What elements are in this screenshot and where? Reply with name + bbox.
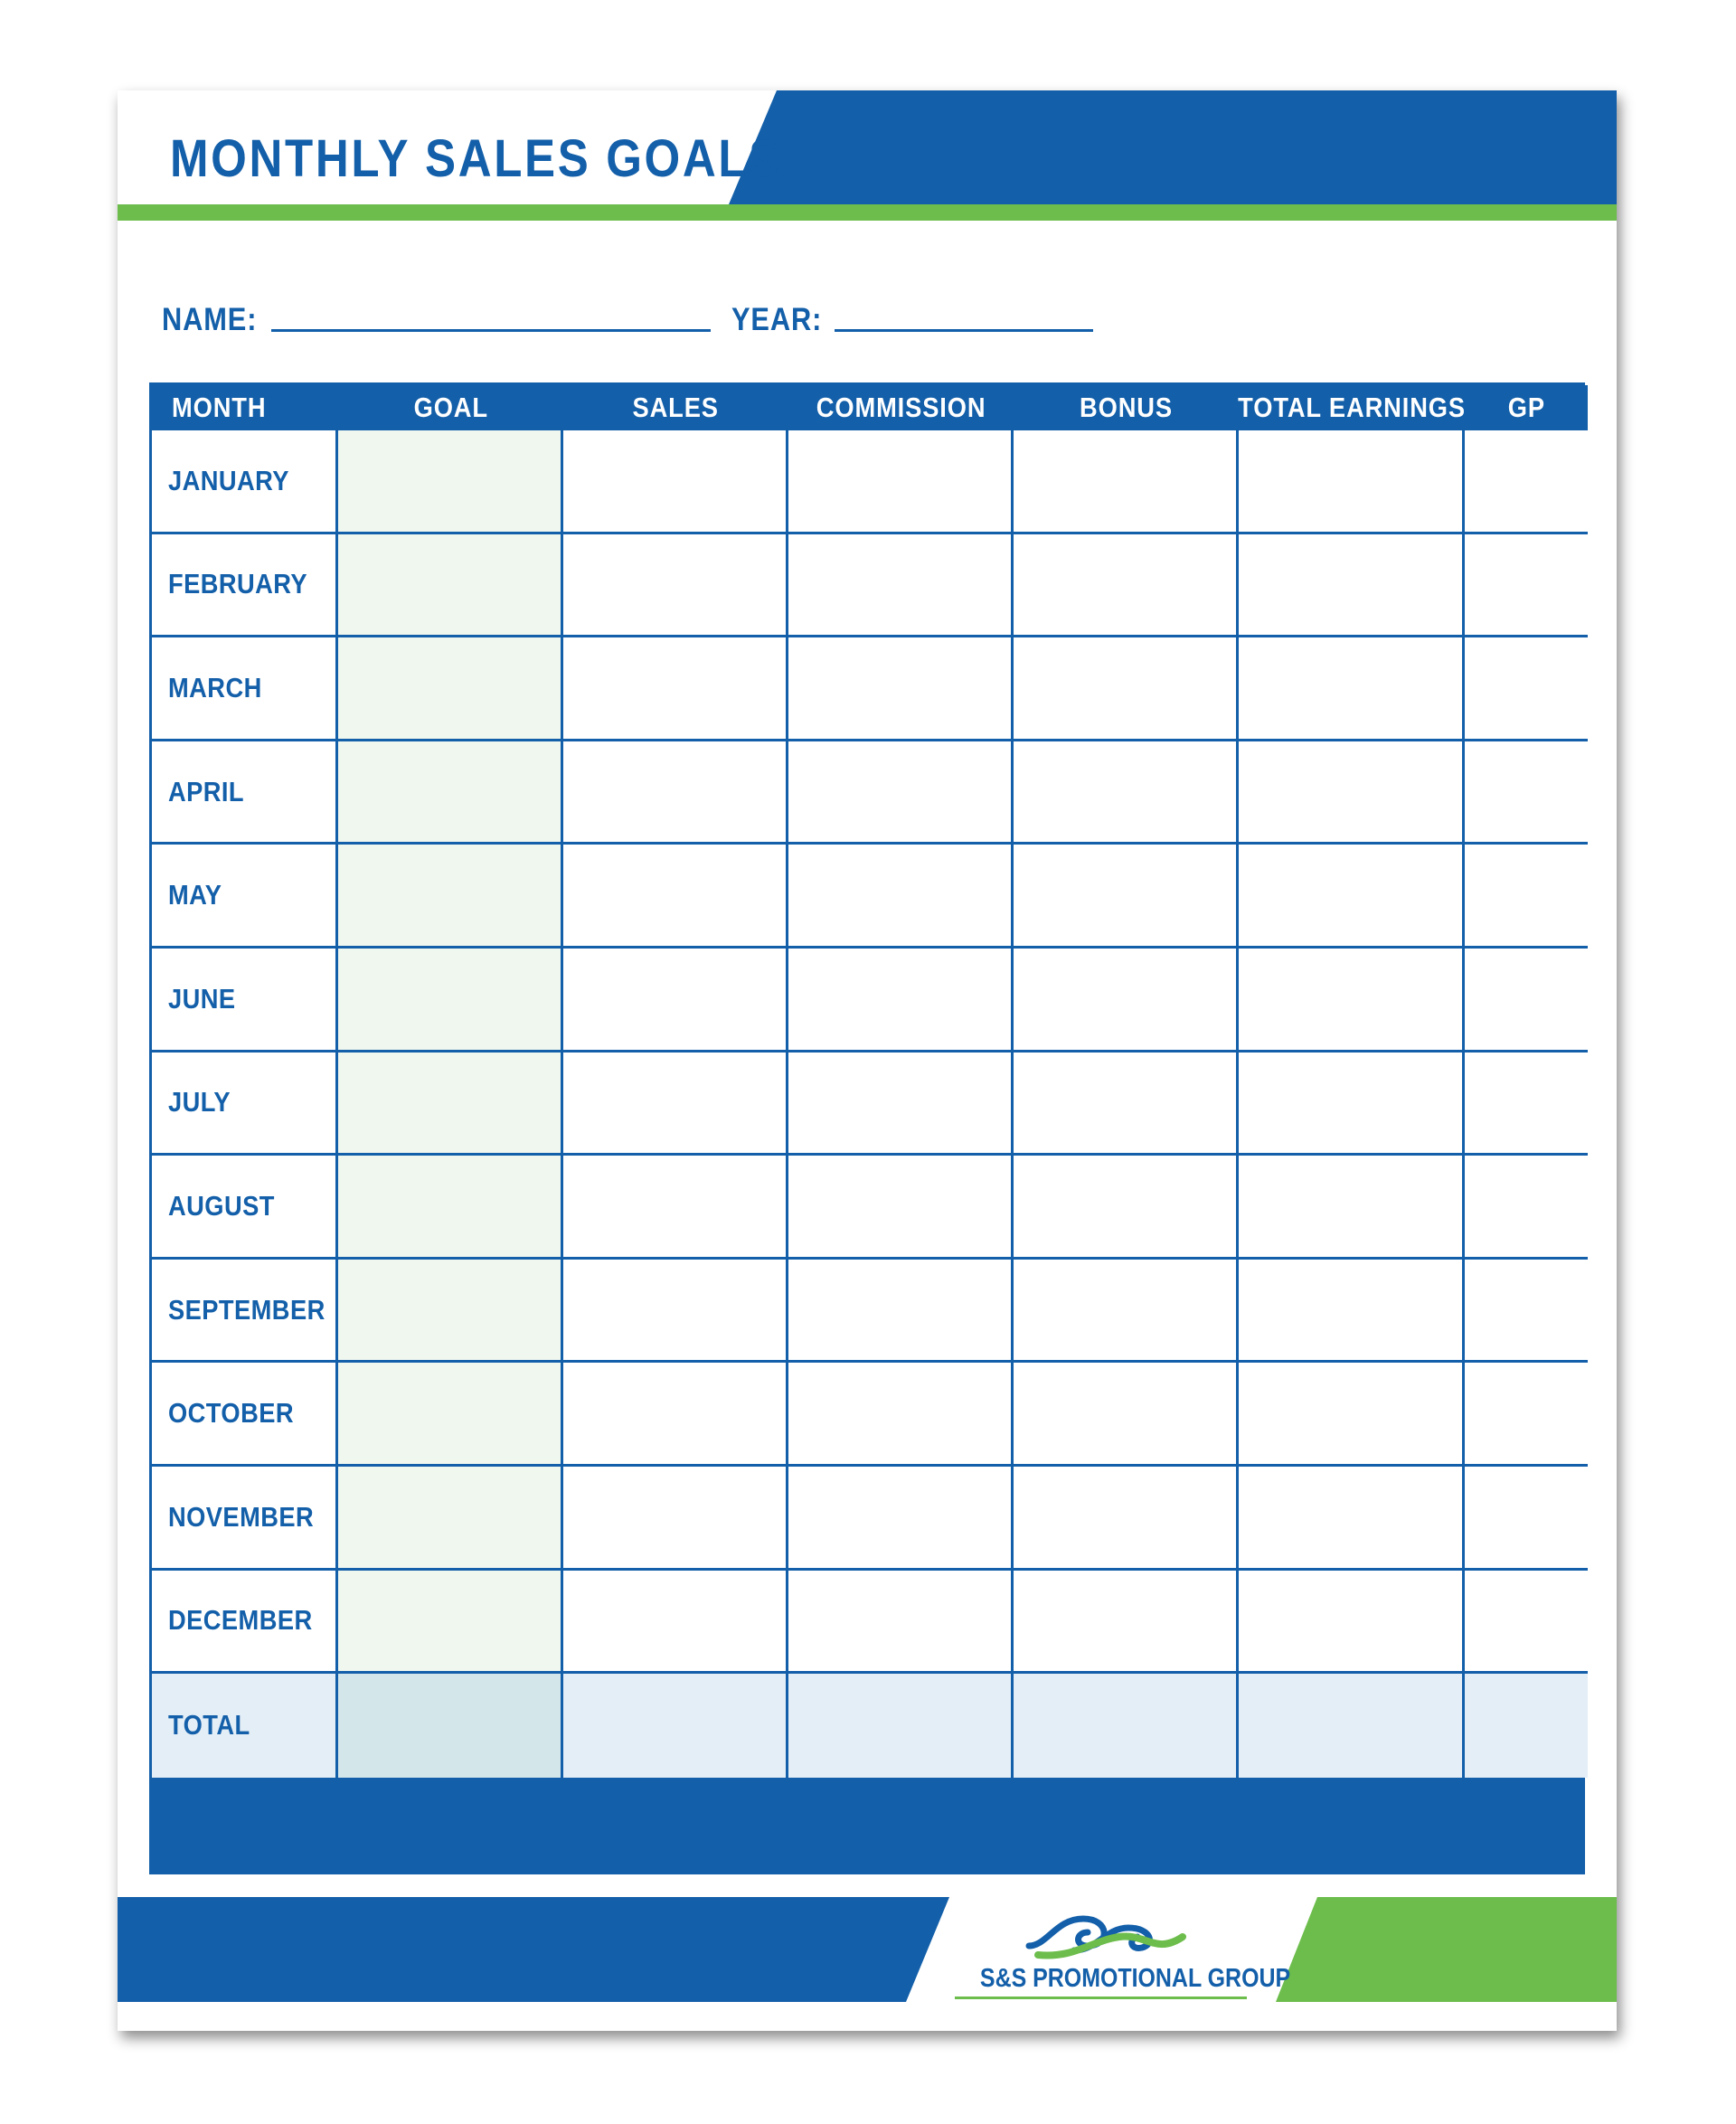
cell-may-sales[interactable]	[563, 845, 788, 949]
cell-february-goal[interactable]	[338, 534, 563, 638]
header-green-stripe	[118, 204, 1617, 221]
cell-december-total-earnings[interactable]	[1239, 1571, 1465, 1675]
cell-july-goal[interactable]	[338, 1053, 563, 1156]
cell-august-bonus[interactable]	[1014, 1156, 1239, 1260]
cell-august-total-earnings[interactable]	[1239, 1156, 1465, 1260]
cell-may-commission[interactable]	[788, 845, 1014, 949]
cell-march-goal[interactable]	[338, 637, 563, 741]
cell-june-total-earnings[interactable]	[1239, 949, 1465, 1053]
cell-february-gp[interactable]	[1465, 534, 1588, 638]
company-underline	[955, 1997, 1247, 1999]
cell-january-sales[interactable]	[563, 430, 788, 534]
cell-november-goal[interactable]	[338, 1467, 563, 1571]
cell-total-total-earnings[interactable]	[1239, 1674, 1465, 1778]
cell-august-sales[interactable]	[563, 1156, 788, 1260]
company-logo	[955, 1897, 1291, 2002]
cell-march-commission[interactable]	[788, 637, 1014, 741]
cell-november-sales[interactable]	[563, 1467, 788, 1571]
year-field[interactable]	[835, 329, 1093, 332]
cell-january-goal[interactable]	[338, 430, 563, 534]
cell-december-commission[interactable]	[788, 1571, 1014, 1675]
name-label: NAME:	[162, 302, 258, 337]
cell-june-sales[interactable]	[563, 949, 788, 1053]
cell-february-bonus[interactable]	[1014, 534, 1239, 638]
cell-april-bonus[interactable]	[1014, 741, 1239, 845]
cell-december-bonus[interactable]	[1014, 1571, 1239, 1675]
page-title: MONTHLY SALES GOALS	[170, 129, 782, 188]
cell-total-sales[interactable]	[563, 1674, 788, 1778]
cell-december-goal[interactable]	[338, 1571, 563, 1675]
cell-april-goal[interactable]	[338, 741, 563, 845]
cell-total-goal[interactable]	[338, 1674, 563, 1778]
cell-total-bonus[interactable]	[1014, 1674, 1239, 1778]
footer-blue-banner	[118, 1897, 949, 2002]
cell-november-commission[interactable]	[788, 1467, 1014, 1571]
cell-april-sales[interactable]	[563, 741, 788, 845]
cell-total-gp[interactable]	[1465, 1674, 1588, 1778]
year-label: YEAR:	[731, 302, 823, 337]
cell-may-goal[interactable]	[338, 845, 563, 949]
cell-december-sales[interactable]	[563, 1571, 788, 1675]
cell-july-commission[interactable]	[788, 1053, 1014, 1156]
cell-september-sales[interactable]	[563, 1260, 788, 1364]
cell-october-goal[interactable]	[338, 1363, 563, 1467]
row-label-january: JANUARY	[152, 430, 338, 534]
cell-november-bonus[interactable]	[1014, 1467, 1239, 1571]
name-field[interactable]	[271, 329, 711, 332]
column-header-month: MONTH	[152, 385, 338, 430]
cell-april-commission[interactable]	[788, 741, 1014, 845]
cell-may-total-earnings[interactable]	[1239, 845, 1465, 949]
cell-january-commission[interactable]	[788, 430, 1014, 534]
row-label-february: FEBRUARY	[152, 534, 338, 638]
cell-july-total-earnings[interactable]	[1239, 1053, 1465, 1156]
wave-logo-icon	[1020, 1901, 1201, 1964]
cell-february-sales[interactable]	[563, 534, 788, 638]
cell-december-gp[interactable]	[1465, 1571, 1588, 1675]
cell-august-goal[interactable]	[338, 1156, 563, 1260]
cell-november-total-earnings[interactable]	[1239, 1467, 1465, 1571]
row-label-july: JULY	[152, 1053, 338, 1156]
column-header-gp: GP	[1465, 385, 1588, 430]
cell-october-total-earnings[interactable]	[1239, 1363, 1465, 1467]
company-name: S&S PROMOTIONAL GROUP	[979, 1964, 1291, 1993]
cell-august-commission[interactable]	[788, 1156, 1014, 1260]
cell-september-gp[interactable]	[1465, 1260, 1588, 1364]
column-header-bonus: BONUS	[1014, 385, 1239, 430]
column-header-sales: SALES	[563, 385, 788, 430]
cell-october-bonus[interactable]	[1014, 1363, 1239, 1467]
footer-green-banner	[1276, 1897, 1617, 2002]
cell-february-total-earnings[interactable]	[1239, 534, 1465, 638]
cell-october-gp[interactable]	[1465, 1363, 1588, 1467]
cell-october-sales[interactable]	[563, 1363, 788, 1467]
cell-august-gp[interactable]	[1465, 1156, 1588, 1260]
cell-april-gp[interactable]	[1465, 741, 1588, 845]
cell-july-sales[interactable]	[563, 1053, 788, 1156]
cell-october-commission[interactable]	[788, 1363, 1014, 1467]
column-header-commission: COMMISSION	[788, 385, 1014, 430]
cell-march-total-earnings[interactable]	[1239, 637, 1465, 741]
cell-november-gp[interactable]	[1465, 1467, 1588, 1571]
row-label-november: NOVEMBER	[152, 1467, 338, 1571]
cell-september-goal[interactable]	[338, 1260, 563, 1364]
cell-june-commission[interactable]	[788, 949, 1014, 1053]
cell-july-gp[interactable]	[1465, 1053, 1588, 1156]
sales-goals-table	[149, 382, 1585, 1874]
row-label-september: SEPTEMBER	[152, 1260, 338, 1364]
row-label-december: DECEMBER	[152, 1571, 338, 1675]
cell-september-total-earnings[interactable]	[1239, 1260, 1465, 1364]
cell-september-bonus[interactable]	[1014, 1260, 1239, 1364]
cell-march-bonus[interactable]	[1014, 637, 1239, 741]
cell-total-commission[interactable]	[788, 1674, 1014, 1778]
column-header-total-earnings: TOTAL EARNINGS	[1239, 385, 1465, 430]
cell-may-bonus[interactable]	[1014, 845, 1239, 949]
cell-january-bonus[interactable]	[1014, 430, 1239, 534]
cell-april-total-earnings[interactable]	[1239, 741, 1465, 845]
cell-july-bonus[interactable]	[1014, 1053, 1239, 1156]
row-label-august: AUGUST	[152, 1156, 338, 1260]
row-label-march: MARCH	[152, 637, 338, 741]
cell-june-goal[interactable]	[338, 949, 563, 1053]
cell-may-gp[interactable]	[1465, 845, 1588, 949]
row-label-april: APRIL	[152, 741, 338, 845]
cell-september-commission[interactable]	[788, 1260, 1014, 1364]
cell-january-gp[interactable]	[1465, 430, 1588, 534]
cell-june-gp[interactable]	[1465, 949, 1588, 1053]
column-header-goal: GOAL	[338, 385, 563, 430]
row-label-october: OCTOBER	[152, 1363, 338, 1467]
cell-june-bonus[interactable]	[1014, 949, 1239, 1053]
cell-march-gp[interactable]	[1465, 637, 1588, 741]
row-label-total: TOTAL	[152, 1674, 338, 1778]
cell-march-sales[interactable]	[563, 637, 788, 741]
worksheet-page	[118, 90, 1617, 2031]
row-label-may: MAY	[152, 845, 338, 949]
cell-january-total-earnings[interactable]	[1239, 430, 1465, 534]
cell-february-commission[interactable]	[788, 534, 1014, 638]
row-label-june: JUNE	[152, 949, 338, 1053]
